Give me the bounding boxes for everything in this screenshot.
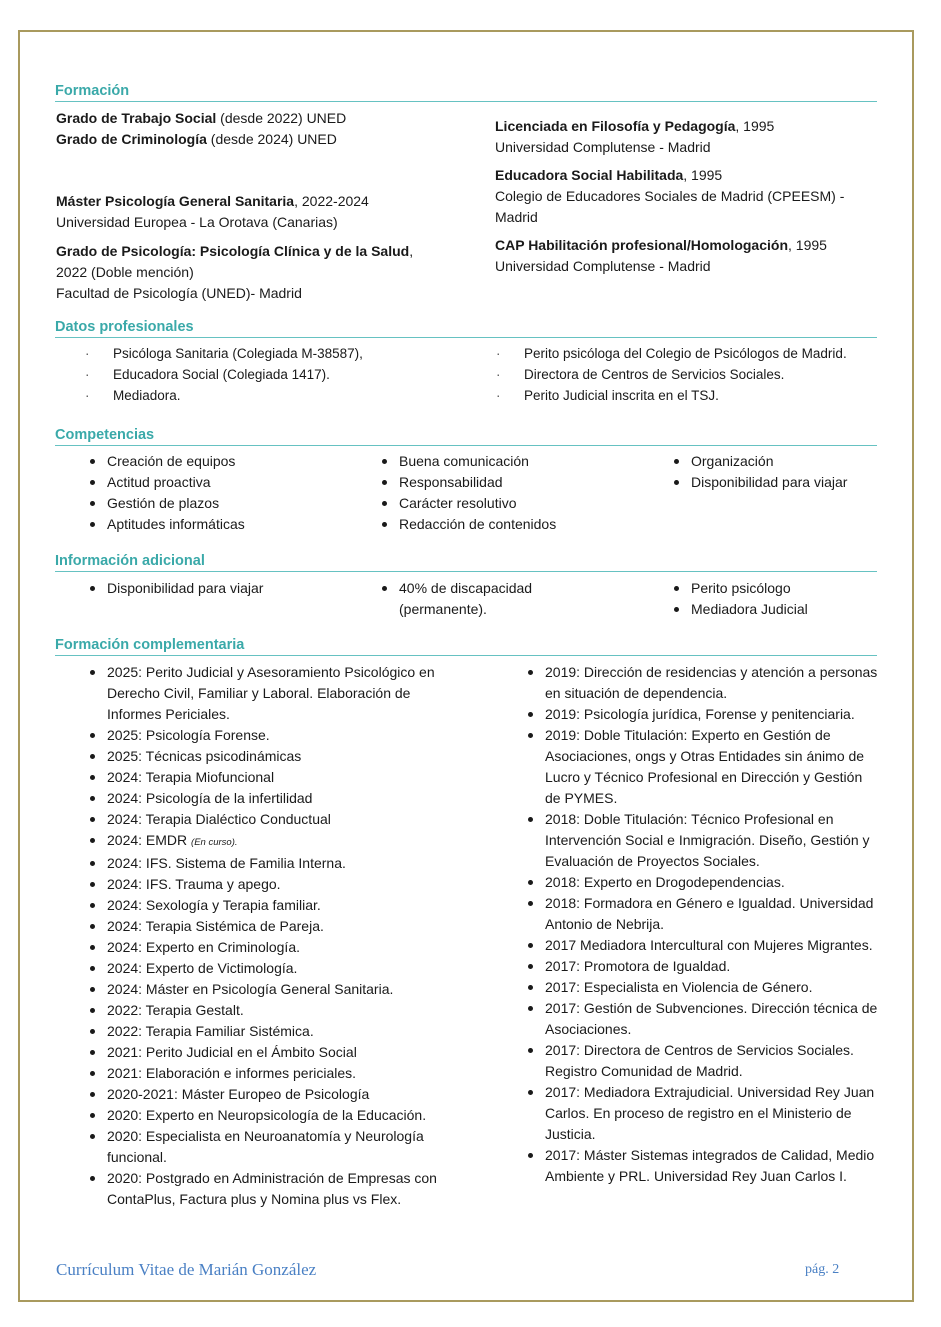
section-title: Competencias: [55, 426, 877, 446]
list-item: 2018: Doble Titulación: Técnico Profesional en Intervención Social e Inmigración. Diseño, Gestión y Evaluación de Proyectos Sociales.: [545, 809, 880, 872]
list-item: 2024: IFS. Trauma y apego.: [107, 874, 442, 895]
adicional-col-2: [399, 578, 569, 620]
list-item: Redacción de contenidos: [399, 514, 659, 535]
list-item: 2024: EMDR (En curso).: [107, 830, 442, 853]
formacion-right-column: [495, 116, 875, 277]
formacion-left-column: [56, 108, 476, 304]
degree-item: CAP Habilitación profesional/Homologación, 1995 Universidad Complutense - Madrid: [495, 237, 827, 274]
list-item: 2018: Formadora en Género e Igualdad. Universidad Antonio de Nebrija.: [545, 893, 880, 935]
datos-right-list: [524, 343, 884, 406]
list-item: 40% de discapacidad (permanente).: [399, 578, 569, 620]
section-informacion-adicional: [55, 552, 877, 572]
list-item: 2025: Psicología Forense.: [107, 725, 442, 746]
section-title: Formación complementaria: [55, 636, 877, 656]
list-item: 2020: Especialista en Neuroanatomía y Neurología funcional.: [107, 1126, 442, 1168]
list-item: 2024: IFS. Sistema de Familia Interna.: [107, 853, 442, 874]
list-item: 2017: Gestión de Subvenciones. Dirección técnica de Asociaciones.: [545, 998, 880, 1040]
list-item: Disponibilidad para viajar: [107, 578, 367, 599]
list-item: 2020: Postgrado en Administración de Empresas con ContaPlus, Factura plus y Nomina plus vs Flex.: [107, 1168, 442, 1210]
section-formacion: [55, 82, 877, 102]
list-item: 2020: Experto en Neuropsicología de la Educación.: [107, 1105, 442, 1126]
degree-item: Educadora Social Habilitada, 1995 Colegio de Educadores Sociales de Madrid (CPEESM) - Madrid: [495, 167, 845, 225]
competencias-col-3: [691, 451, 891, 493]
list-item: 2019: Doble Titulación: Experto en Gestión de Asociaciones, ongs y Otras Entidades sin ánimo de Lucro y Técnico Profesional en Dirección y Gestión de PYMES.: [545, 725, 880, 809]
page-number: pág. 2: [805, 1262, 840, 1277]
list-item: Actitud proactiva: [107, 472, 367, 493]
list-item: 2022: Terapia Gestalt.: [107, 1000, 442, 1021]
status-note: (En curso).: [191, 837, 238, 848]
list-item: Organización: [691, 451, 891, 472]
complementaria-left-list: [107, 662, 442, 1210]
list-item: Disponibilidad para viajar: [691, 472, 891, 493]
list-item: 2024: Experto en Criminología.: [107, 937, 442, 958]
list-item: 2024: Experto de Victimología.: [107, 958, 442, 979]
list-item: Aptitudes informáticas: [107, 514, 367, 535]
list-item: Creación de equipos: [107, 451, 367, 472]
complementaria-right-list: [545, 662, 880, 1187]
list-item: 2019: Dirección de residencias y atención a personas en situación de dependencia.: [545, 662, 880, 704]
list-item: 2017: Directora de Centros de Servicios Sociales. Registro Comunidad de Madrid.: [545, 1040, 880, 1082]
list-item: 2022: Terapia Familiar Sistémica.: [107, 1021, 442, 1042]
adicional-col-1: [107, 578, 367, 599]
list-item: 2017: Promotora de Igualdad.: [545, 956, 880, 977]
list-item: 2024: Máster en Psicología General Sanitaria.: [107, 979, 442, 1000]
list-item: 2021: Elaboración e informes periciales.: [107, 1063, 442, 1084]
list-item: · Mediadora.: [113, 385, 483, 406]
list-item: 2025: Perito Judicial y Asesoramiento Psicológico en Derecho Civil, Familiar y Laboral. Elaboración de Informes Periciales.: [107, 662, 442, 725]
list-item: Responsabilidad: [399, 472, 659, 493]
adicional-col-3: [691, 578, 891, 620]
list-item: 2024: Terapia Dialéctico Conductual: [107, 809, 442, 830]
section-formacion-complementaria: [55, 636, 877, 656]
list-item: · Educadora Social (Colegiada 1417).: [113, 364, 483, 385]
list-item: · Directora de Centros de Servicios Sociales.: [524, 364, 884, 385]
list-item: 2017 Mediadora Intercultural con Mujeres Migrantes.: [545, 935, 880, 956]
list-item: · Psicóloga Sanitaria (Colegiada M-38587),: [113, 343, 483, 364]
list-item: Gestión de plazos: [107, 493, 367, 514]
degree-item: Grado de Criminología (desde 2024) UNED: [56, 131, 337, 147]
degree-item: Grado de Trabajo Social (desde 2022) UNED: [56, 110, 347, 126]
section-datos-profesionales: [55, 318, 877, 338]
list-item: 2021: Perito Judicial en el Ámbito Social: [107, 1042, 442, 1063]
list-item: Carácter resolutivo: [399, 493, 659, 514]
competencias-col-2: [399, 451, 659, 535]
list-item: 2024: Psicología de la infertilidad: [107, 788, 442, 809]
section-title: Información adicional: [55, 552, 877, 572]
list-item: Perito psicólogo: [691, 578, 891, 599]
section-title: Datos profesionales: [55, 318, 877, 338]
list-item: 2017: Máster Sistemas integrados de Calidad, Medio Ambiente y PRL. Universidad Rey Juan Carlos I.: [545, 1145, 880, 1187]
list-item: · Perito psicóloga del Colegio de Psicólogos de Madrid.: [524, 343, 884, 364]
section-title: Formación: [55, 82, 877, 102]
list-item: 2025: Técnicas psicodinámicas: [107, 746, 442, 767]
list-item: 2018: Experto en Drogodependencias.: [545, 872, 880, 893]
section-competencias: [55, 426, 877, 446]
list-item: · Perito Judicial inscrita en el TSJ.: [524, 385, 884, 406]
list-item: 2017: Especialista en Violencia de Género.: [545, 977, 880, 998]
competencias-col-1: [107, 451, 367, 535]
list-item: 2024: Terapia Sistémica de Pareja.: [107, 916, 442, 937]
list-item: 2019: Psicología jurídica, Forense y penitenciaria.: [545, 704, 880, 725]
list-item: 2020-2021: Máster Europeo de Psicología: [107, 1084, 442, 1105]
list-item: Mediadora Judicial: [691, 599, 891, 620]
list-item: 2024: Sexología y Terapia familiar.: [107, 895, 442, 916]
list-item: 2017: Mediadora Extrajudicial. Universidad Rey Juan Carlos. En proceso de registro en el Ministerio de Justicia.: [545, 1082, 880, 1145]
degree-item: Licenciada en Filosofía y Pedagogía, 1995 Universidad Complutense - Madrid: [495, 118, 775, 155]
datos-left-list: [113, 343, 483, 406]
list-item: 2024: Terapia Miofuncional: [107, 767, 442, 788]
footer-title: Currículum Vitae de Marián González: [56, 1260, 317, 1279]
list-item: Buena comunicación: [399, 451, 659, 472]
degree-item: Máster Psicología General Sanitaria, 2022-2024 Universidad Europea - La Orotava (Canarias): [56, 193, 369, 230]
degree-item: Grado de Psicología: Psicología Clínica y de la Salud, 2022 (Doble mención) Facultad de Psicología (UNED)- Madrid: [56, 243, 414, 301]
